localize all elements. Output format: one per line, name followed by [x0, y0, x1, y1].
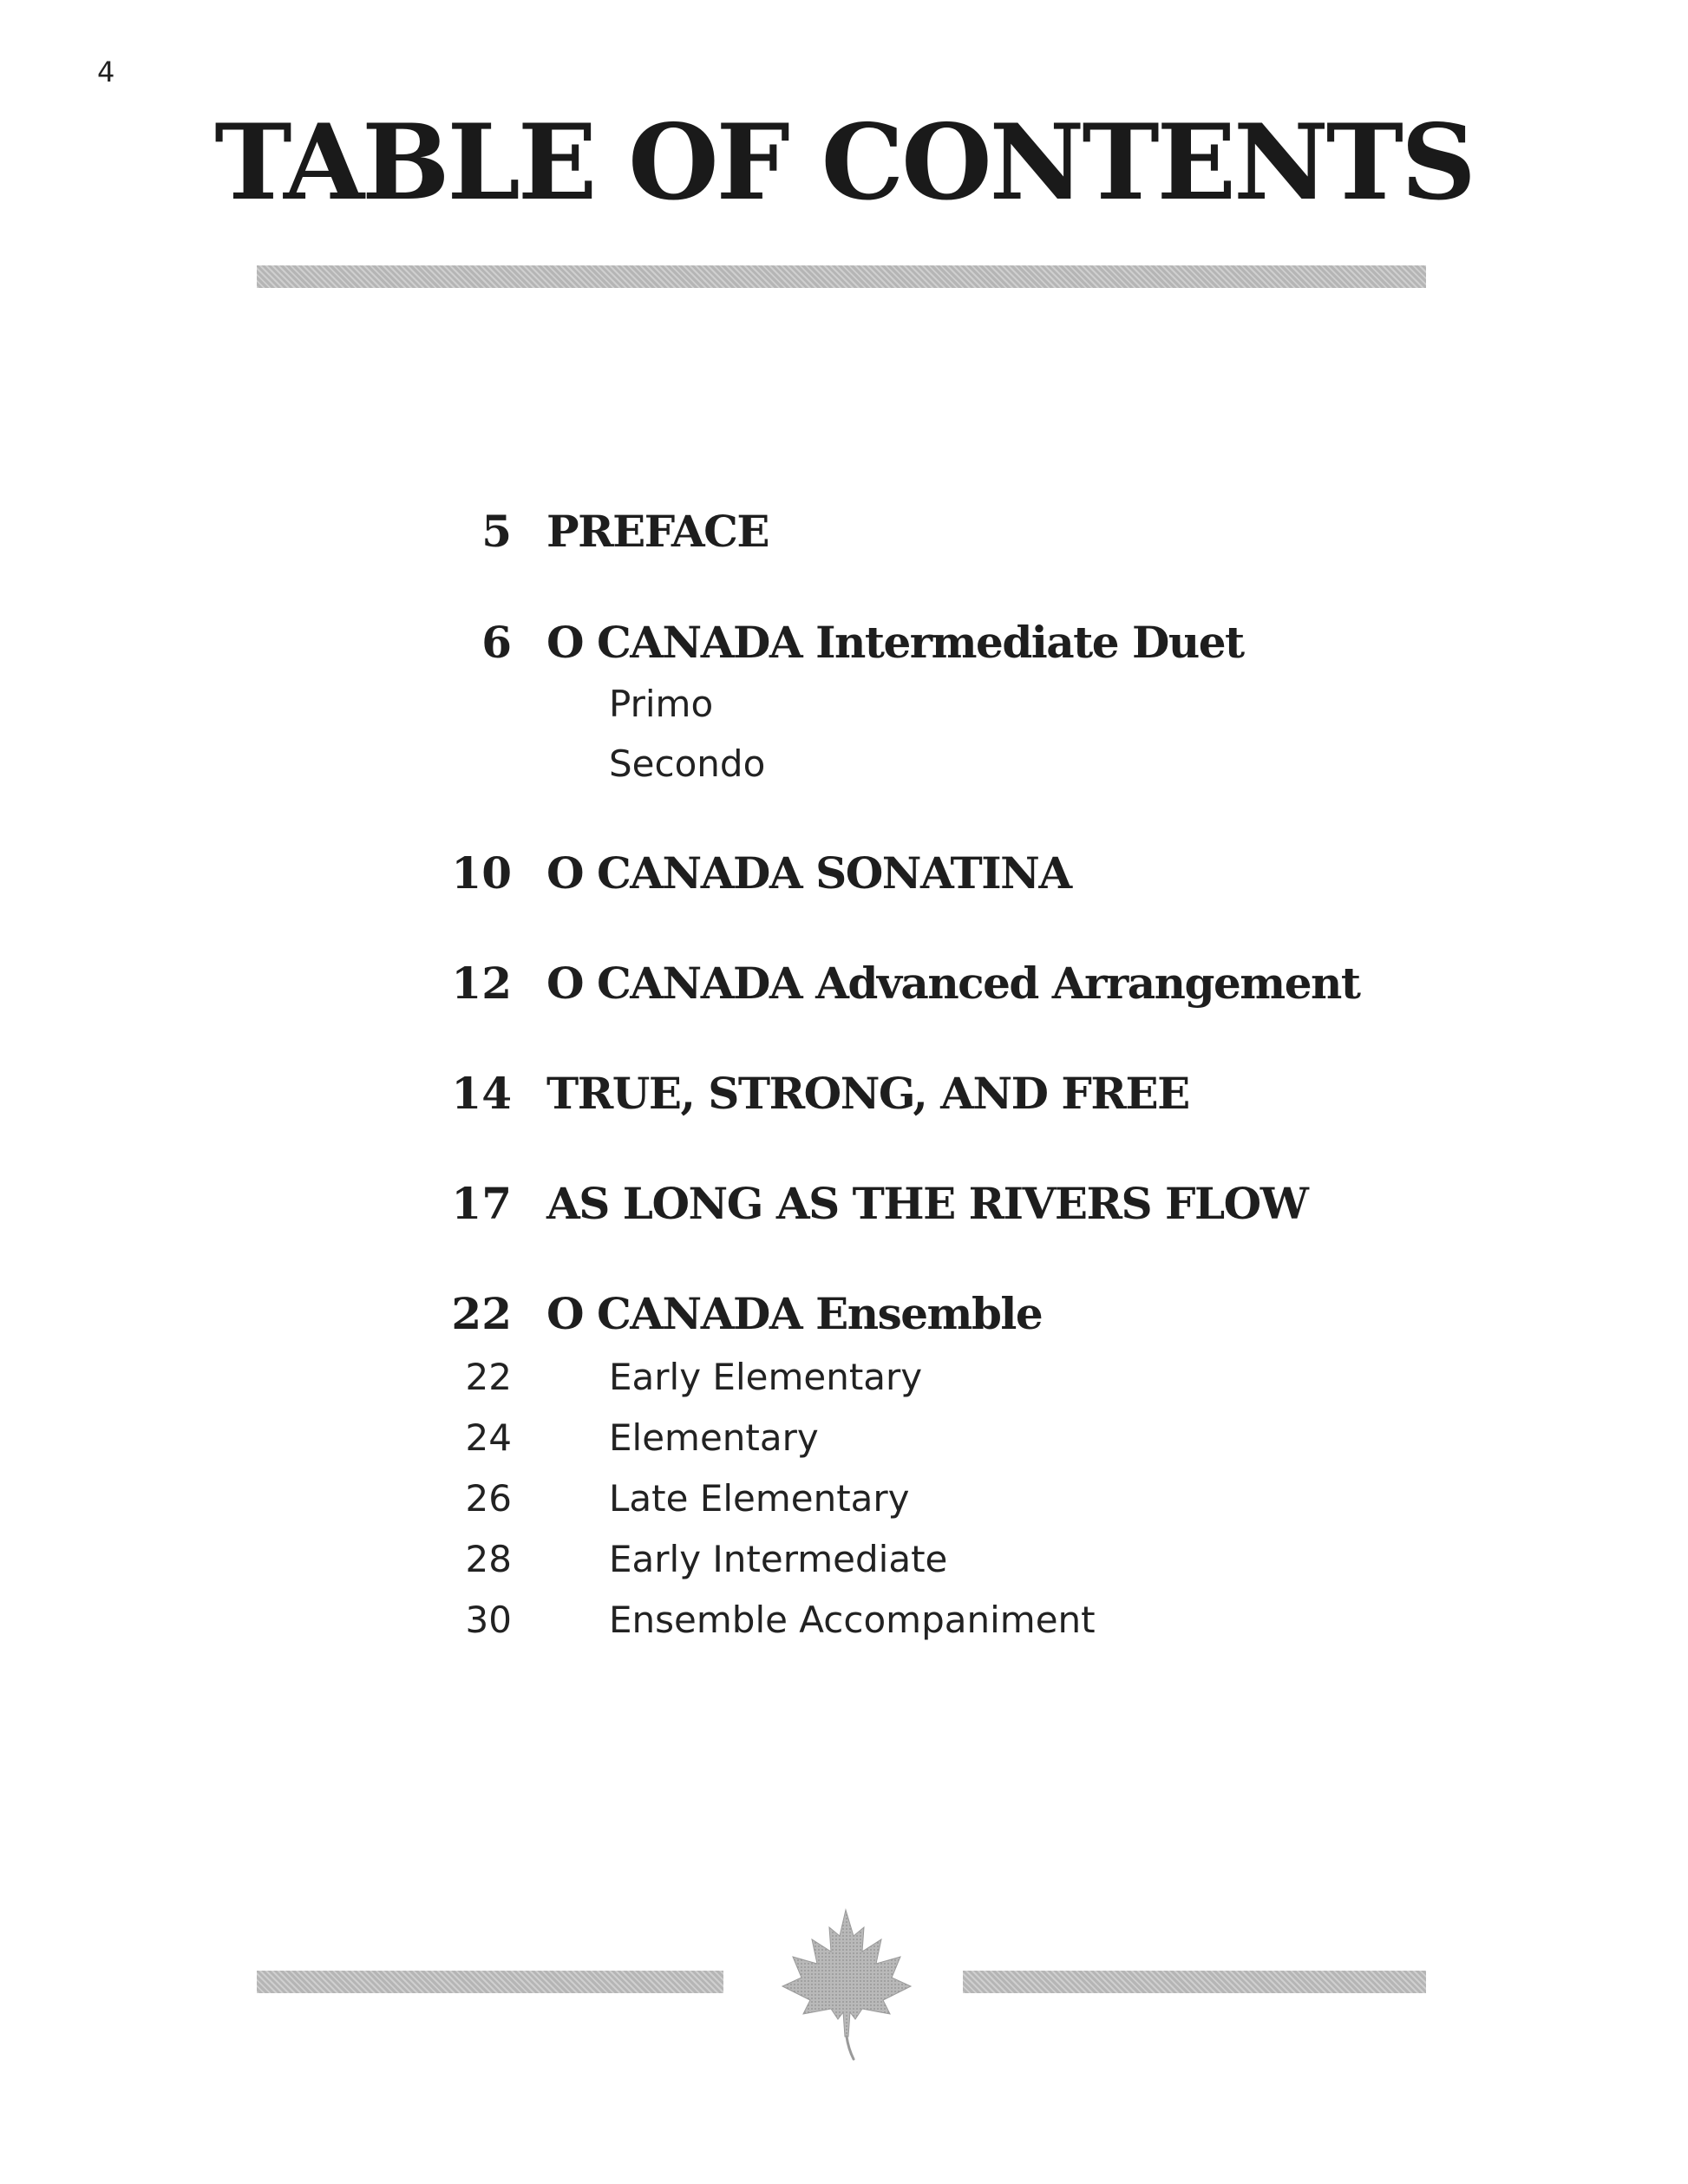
toc-subentry-page: 22 — [465, 1356, 512, 1398]
toc-entry-true-strong-free[interactable] — [0, 1063, 1688, 1124]
toc-entry-page: 6 — [481, 617, 512, 668]
toc-entry-page: 10 — [451, 847, 512, 899]
toc-entry-sonatina[interactable] — [0, 843, 1688, 904]
toc-entry-advanced-arrangement[interactable] — [0, 953, 1688, 1014]
title-divider — [257, 265, 1426, 288]
toc-entry-title: O CANADA Advanced Arrangement — [546, 958, 1360, 1009]
toc-subentry-title: Elementary — [609, 1416, 819, 1459]
toc-subentry-title: Primo — [609, 683, 714, 725]
toc-subentry-ensemble-accompaniment[interactable] — [0, 1594, 1688, 1646]
toc-entry-ensemble[interactable] — [0, 1284, 1688, 1344]
toc-subentry-late-elementary[interactable] — [0, 1473, 1688, 1525]
toc-subentry-title: Early Elementary — [609, 1356, 923, 1398]
toc-subentry-title: Early Intermediate — [609, 1538, 948, 1580]
footer-divider-right — [963, 1971, 1426, 1993]
toc-entry-page: 14 — [451, 1068, 512, 1119]
toc-subentry-elementary[interactable] — [0, 1412, 1688, 1464]
toc-entry-page: 12 — [451, 958, 512, 1009]
toc-entry-page: 5 — [481, 506, 512, 557]
toc-subentry-primo[interactable] — [0, 678, 1688, 730]
page-number: 4 — [97, 56, 115, 88]
toc-entry-intermediate-duet[interactable] — [0, 612, 1688, 673]
toc-entry-rivers-flow[interactable] — [0, 1174, 1688, 1234]
page-title: TABLE OF CONTENTS — [214, 101, 1474, 224]
toc-entry-title: O CANADA Intermediate Duet — [546, 617, 1244, 668]
toc-entry-page: 22 — [451, 1288, 512, 1339]
toc-subentry-page: 26 — [465, 1477, 512, 1520]
toc-entry-page: 17 — [451, 1178, 512, 1229]
footer-divider-left — [257, 1971, 723, 1993]
toc-entry-title: TRUE, STRONG, AND FREE — [546, 1068, 1189, 1119]
maple-leaf-icon — [772, 1906, 919, 2063]
toc-entry-title: O CANADA Ensemble — [546, 1288, 1043, 1339]
toc-entry-title: PREFACE — [546, 506, 769, 557]
toc-subentry-page: 24 — [465, 1416, 512, 1459]
toc-subentry-page: 28 — [465, 1538, 512, 1580]
toc-subentry-secondo[interactable] — [0, 738, 1688, 790]
toc-entry-title: AS LONG AS THE RIVERS FLOW — [546, 1178, 1308, 1229]
toc-subentry-title: Late Elementary — [609, 1477, 910, 1520]
toc-entry-title: O CANADA SONATINA — [546, 847, 1071, 899]
toc-subentry-early-elementary[interactable] — [0, 1351, 1688, 1403]
toc-subentry-title: Ensemble Accompaniment — [609, 1599, 1096, 1641]
toc-entry-preface[interactable] — [0, 501, 1688, 562]
toc-subentry-page: 30 — [465, 1599, 512, 1641]
toc-subentry-early-intermediate[interactable] — [0, 1533, 1688, 1586]
toc-subentry-title: Secondo — [609, 742, 766, 785]
